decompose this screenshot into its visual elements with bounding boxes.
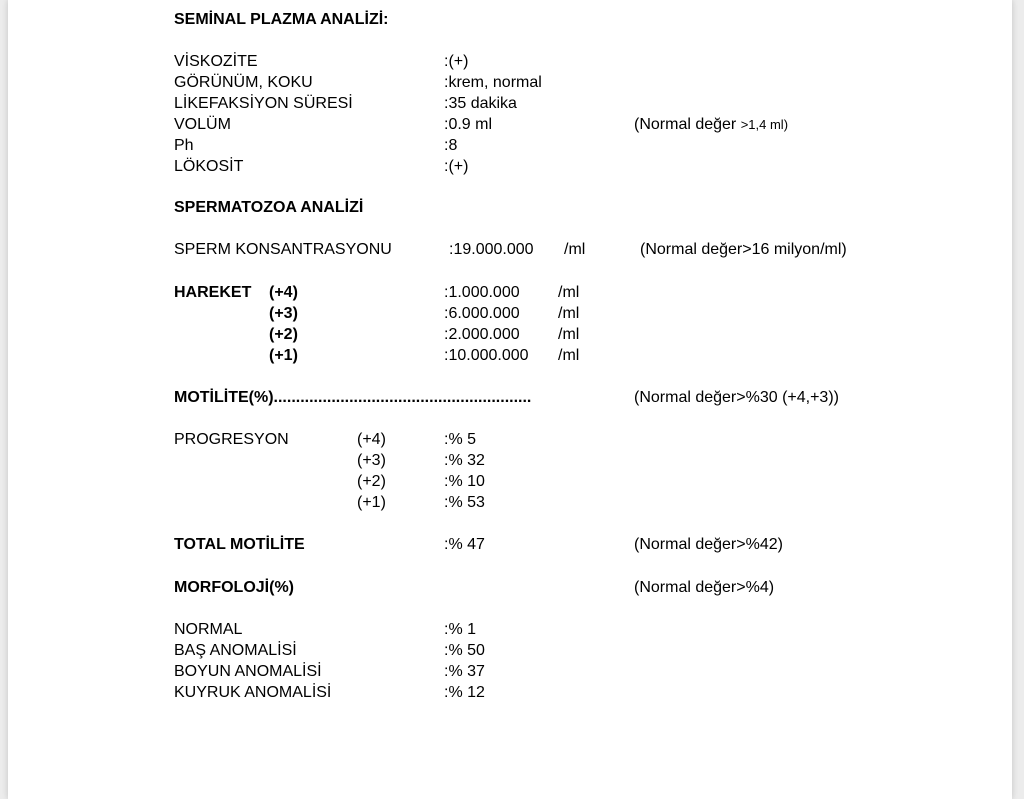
boyun-anomalisi-label: BOYUN ANOMALİSİ bbox=[174, 663, 322, 680]
bas-anomalisi-label: BAŞ ANOMALİSİ bbox=[174, 642, 297, 659]
ph-value: :8 bbox=[444, 137, 458, 154]
total-motilite-value: :% 47 bbox=[444, 536, 485, 553]
sperm-title: SPERMATOZOA ANALİZİ bbox=[174, 199, 364, 216]
volum-label: VOLÜM bbox=[174, 116, 231, 133]
volum-value: :0.9 ml bbox=[444, 116, 493, 133]
morf-normal-label: NORMAL bbox=[174, 621, 243, 638]
hareket-value-4: :1.000.000 bbox=[444, 284, 520, 301]
morf-normal-value: :% 1 bbox=[444, 621, 477, 638]
viskozite-value: :(+) bbox=[444, 53, 469, 70]
motilite-title: MOTİLİTE(%).......................................................... bbox=[174, 389, 532, 406]
hareket-grade-3: (+3) bbox=[269, 305, 298, 322]
morfoloji-normal: (Normal değer>%4) bbox=[634, 579, 775, 596]
hareket-value-2: :2.000.000 bbox=[444, 326, 520, 343]
boyun-anomalisi-value: :% 37 bbox=[444, 663, 485, 680]
seminal-title: SEMİNAL PLAZMA ANALİZİ: bbox=[174, 11, 389, 28]
progresyon-grade-3: (+3) bbox=[357, 452, 386, 469]
kuyruk-anomalisi-label: KUYRUK ANOMALİSİ bbox=[174, 684, 332, 701]
progresyon-grade-4: (+4) bbox=[357, 431, 386, 448]
progresyon-label: PROGRESYON bbox=[174, 431, 289, 448]
bas-anomalisi-value: :% 50 bbox=[444, 642, 485, 659]
hareket-unit-2: /ml bbox=[558, 326, 580, 343]
progresyon-value-3: :% 32 bbox=[444, 452, 485, 469]
viskozite-label: VİSKOZİTE bbox=[174, 53, 258, 70]
lokosit-value: :(+) bbox=[444, 158, 469, 175]
kuyruk-anomalisi-value: :% 12 bbox=[444, 684, 485, 701]
progresyon-value-2: :% 10 bbox=[444, 473, 485, 490]
hareket-grade-4: (+4) bbox=[269, 284, 298, 301]
hareket-grade-2: (+2) bbox=[269, 326, 298, 343]
document-page bbox=[8, 0, 1012, 799]
konsantrasyon-unit: /ml bbox=[564, 241, 586, 258]
total-motilite-normal: (Normal değer>%42) bbox=[634, 536, 783, 553]
hareket-value-1: :10.000.000 bbox=[444, 347, 529, 364]
konsantrasyon-normal: (Normal değer>16 milyon/ml) bbox=[640, 241, 847, 258]
hareket-unit-1: /ml bbox=[558, 347, 580, 364]
hareket-unit-4: /ml bbox=[558, 284, 580, 301]
konsantrasyon-value: :19.000.000 bbox=[449, 241, 534, 258]
hareket-grade-1: (+1) bbox=[269, 347, 298, 364]
hareket-label: HAREKET bbox=[174, 284, 252, 301]
progresyon-grade-1: (+1) bbox=[357, 494, 386, 511]
volum-normal-prefix: (Normal değer bbox=[634, 116, 741, 133]
hareket-unit-3: /ml bbox=[558, 305, 580, 322]
total-motilite-label: TOTAL MOTİLİTE bbox=[174, 536, 305, 553]
likefaksiyon-label: LİKEFAKSİYON SÜRESİ bbox=[174, 95, 353, 112]
morfoloji-title: MORFOLOJİ(%) bbox=[174, 579, 294, 596]
gorunum-value: :krem, normal bbox=[444, 74, 542, 91]
hareket-value-3: :6.000.000 bbox=[444, 305, 520, 322]
konsantrasyon-label: SPERM KONSANTRASYONU bbox=[174, 241, 392, 258]
volum-normal bbox=[634, 115, 788, 135]
progresyon-value-1: :% 53 bbox=[444, 494, 485, 511]
lokosit-label: LÖKOSİT bbox=[174, 158, 244, 175]
gorunum-label: GÖRÜNÜM, KOKU bbox=[174, 74, 313, 91]
likefaksiyon-value: :35 dakika bbox=[444, 95, 517, 112]
motilite-normal: (Normal değer>%30 (+4,+3)) bbox=[634, 389, 839, 406]
ph-label: Ph bbox=[174, 137, 194, 154]
progresyon-value-4: :% 5 bbox=[444, 431, 477, 448]
volum-normal-value: >1,4 ml) bbox=[740, 117, 789, 132]
progresyon-grade-2: (+2) bbox=[357, 473, 386, 490]
